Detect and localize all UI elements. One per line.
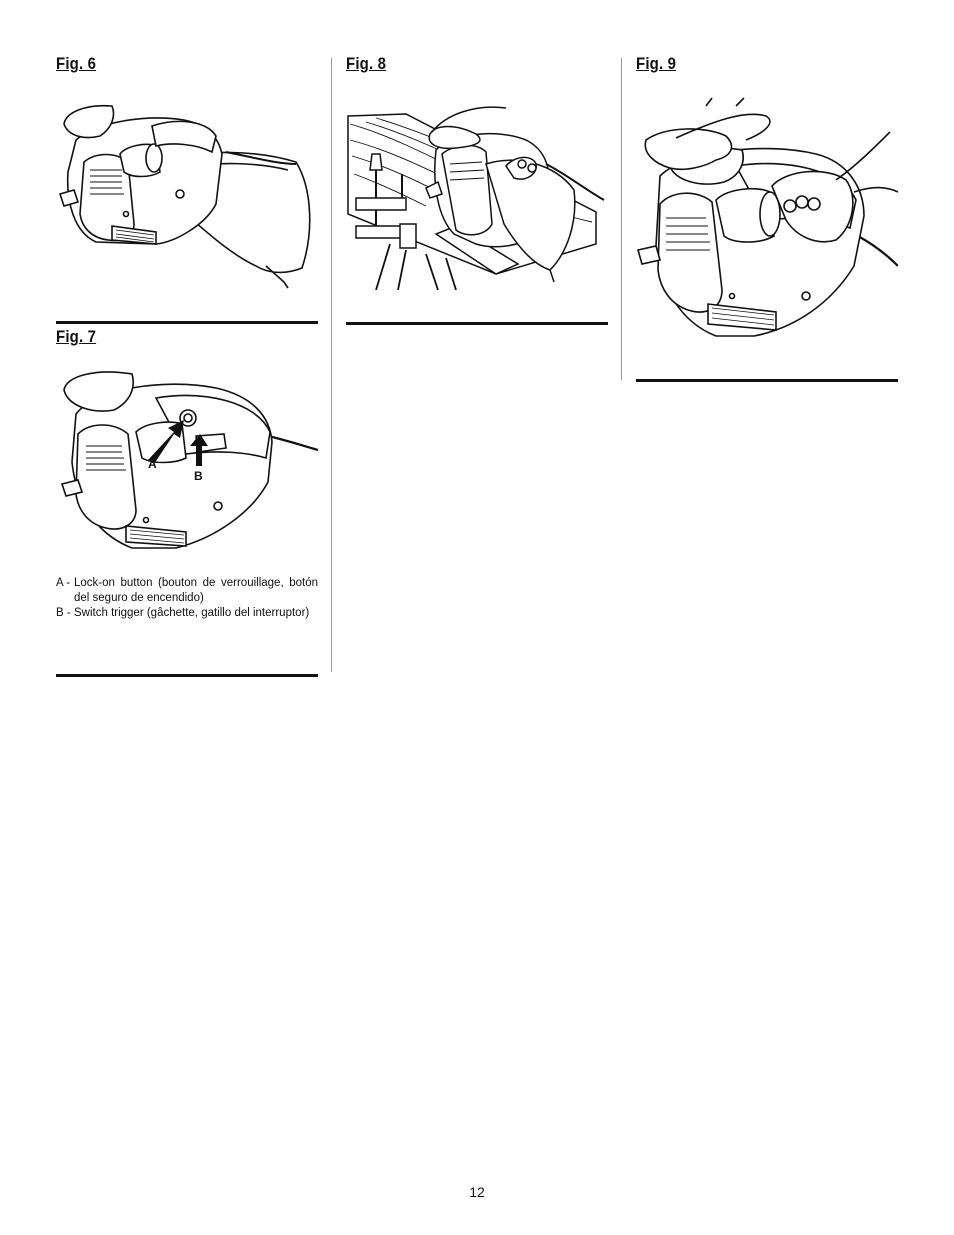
fig9-bottom-rule	[636, 379, 898, 382]
legend-text: Switch trigger (gâchette, gatillo del interruptor)	[74, 607, 310, 619]
fig7-title: Fig. 7	[56, 327, 97, 346]
fig6-bottom-rule	[56, 321, 318, 324]
column-divider-right	[621, 58, 622, 380]
fig6-belt-sander-illustration	[56, 92, 318, 292]
fig7-callout-b: B	[194, 469, 203, 483]
fig7-callout-a: A	[148, 457, 157, 471]
legend-text: Lock-on button (bouton de verrouillage, botón del seguro de encendido)	[74, 577, 318, 604]
fig8-clamped-workpiece-illustration	[346, 94, 608, 290]
legend-item	[56, 576, 318, 606]
page-number: 12	[469, 1184, 485, 1200]
fig8-bottom-rule	[346, 322, 608, 325]
legend-item	[56, 606, 318, 621]
fig9-two-hand-grip-illustration	[636, 96, 898, 342]
column-divider-left	[331, 58, 332, 672]
fig9-title: Fig. 9	[636, 54, 677, 73]
fig8-title: Fig. 8	[346, 54, 387, 73]
fig6-title: Fig. 6	[56, 54, 97, 73]
legend-key: A -	[56, 577, 71, 589]
fig7-legend	[56, 576, 318, 621]
legend-key: B -	[56, 607, 71, 619]
fig7-bottom-rule	[56, 674, 318, 677]
fig7-belt-sander-illustration	[56, 362, 318, 558]
